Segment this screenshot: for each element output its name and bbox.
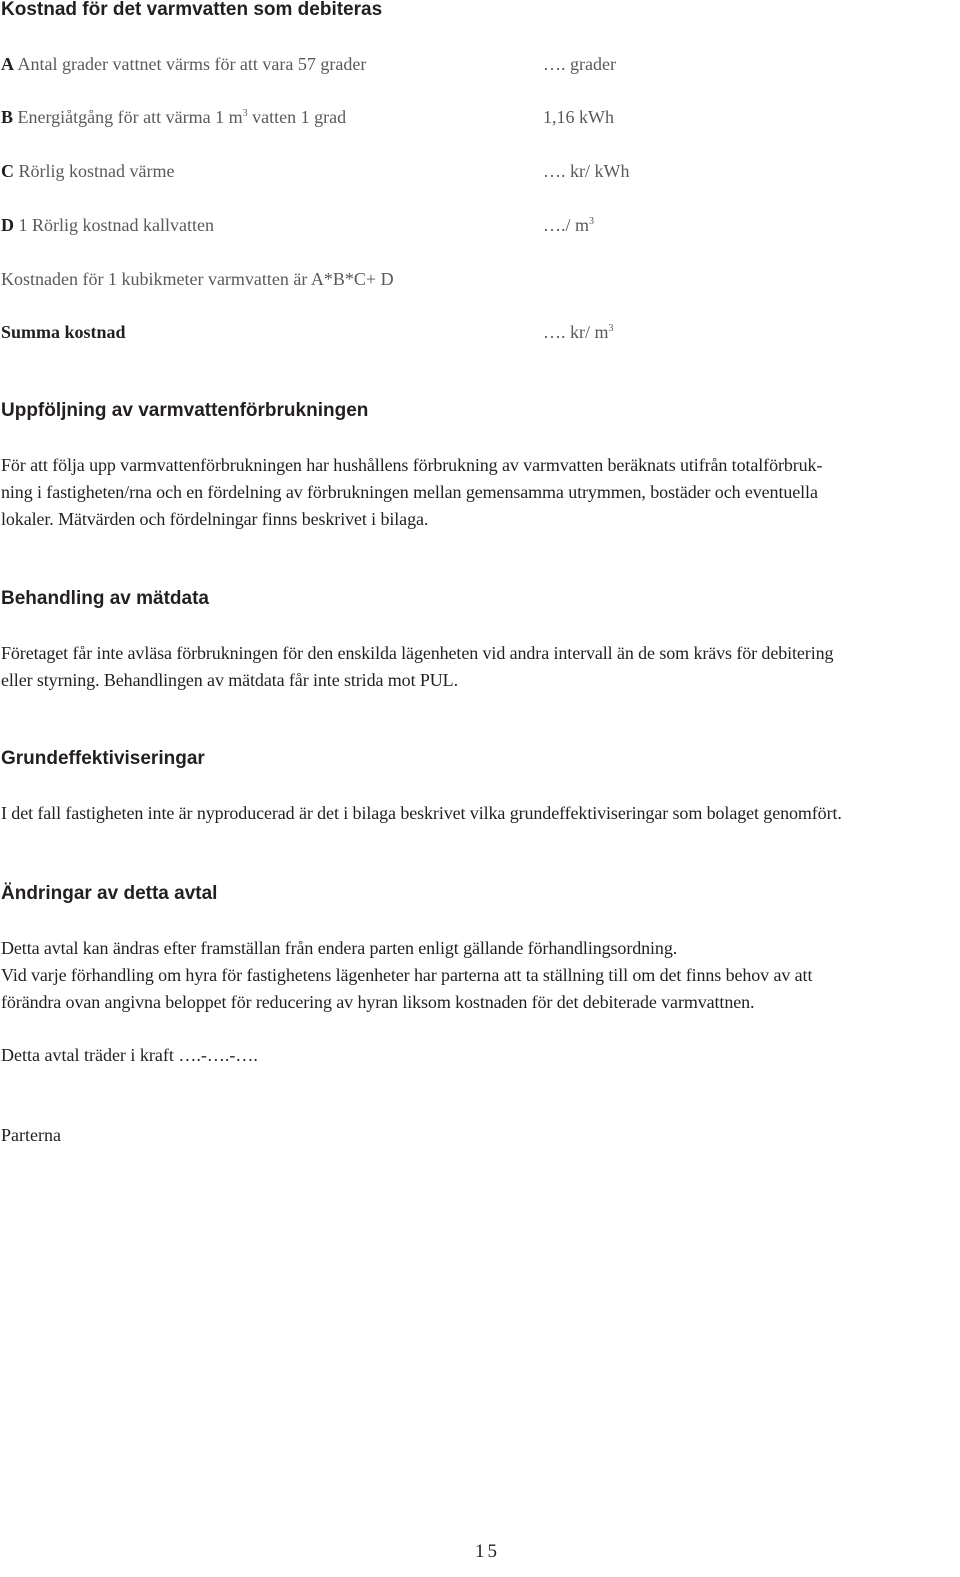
cost-row-a-value: …. grader (543, 54, 616, 74)
paragraph-line: För att följa upp varmvattenförbrukningen har hushållens förbrukning av varmvatten beräknats utifrån totalförbruk- (1, 455, 823, 475)
cost-row-key: A (1, 54, 14, 74)
cost-row-label: Rörlig kostnad värme (18, 161, 175, 181)
cost-row-d-value (543, 214, 594, 236)
value-text: …./ m (543, 215, 590, 235)
page-number: 15 (475, 1541, 500, 1562)
cost-section-title: Kostnad för det varmvatten som debiteras (1, 0, 383, 20)
andringar-title: Ändringar av detta avtal (1, 883, 218, 904)
paragraph-line: Detta avtal kan ändras efter framställan från endera parten enligt gällande förhandlingsordning. (1, 938, 678, 958)
cost-row-b-value: 1,16 kWh (543, 107, 614, 127)
cost-row-key: D (1, 215, 14, 235)
paragraph-line: eller styrning. Behandlingen av mätdata får inte strida mot PUL. (1, 670, 458, 690)
superscript: 3 (242, 108, 248, 119)
uppfoljning-title: Uppföljning av varmvattenförbrukningen (1, 400, 369, 421)
effective-date: Detta avtal träder i kraft ….-….-…. (1, 1045, 258, 1065)
cost-row-label: Antal grader vattnet värms för att vara 57 grader (17, 54, 367, 74)
paragraph-line: ning i fastigheten/rna och en fördelning av förbrukningen mellan gemensamma utrymmen, bostäder och eventuella (1, 482, 818, 502)
cost-formula: Kostnaden för 1 kubikmeter varmvatten är A*B*C+ D (1, 269, 394, 289)
cost-row-c (1, 160, 174, 182)
cost-row-b (1, 106, 346, 128)
grundeff-text: I det fall fastigheten inte är nyproducerad är det i bilaga beskrivet vilka grundeffektiviseringar som bolaget genomfört. (1, 803, 842, 823)
sum-label: Summa kostnad (1, 322, 126, 342)
cost-row-label-tail: vatten 1 grad (247, 107, 347, 127)
cost-row-a (1, 53, 366, 75)
parties-label: Parterna (1, 1125, 61, 1145)
superscript: 3 (589, 216, 595, 227)
sum-value (543, 321, 614, 343)
andringar-text (1, 935, 957, 1016)
matdata-text (1, 640, 957, 694)
cost-row-key: B (1, 107, 14, 127)
paragraph-line: lokaler. Mätvärden och fördelningar finns beskrivet i bilaga. (1, 509, 429, 529)
uppfoljning-text (1, 452, 957, 533)
paragraph-line: Vid varje förhandling om hyra för fastighetens lägenheter har parterna att ta ställning till om det finns behov av att (1, 965, 813, 985)
cost-row-d (1, 214, 214, 236)
cost-row-label: Energiåtgång för att värma 1 m (17, 107, 243, 127)
paragraph-line: Företaget får inte avläsa förbrukningen för den enskilda lägenheten vid andra intervall än de som krävs för debitering (1, 643, 834, 663)
matdata-title: Behandling av mätdata (1, 588, 209, 609)
cost-row-label: 1 Rörlig kostnad kallvatten (18, 215, 214, 235)
cost-row-key: C (1, 161, 14, 181)
cost-row-c-value: …. kr/ kWh (543, 161, 630, 181)
superscript: 3 (608, 323, 614, 334)
paragraph-line: förändra ovan angivna beloppet för reducering av hyran liksom kostnaden för det debiterade varmvattnen. (1, 992, 755, 1012)
sum-row (1, 321, 126, 343)
grundeff-title: Grundeffektiviseringar (1, 748, 205, 769)
value-text: …. kr/ m (543, 322, 609, 342)
